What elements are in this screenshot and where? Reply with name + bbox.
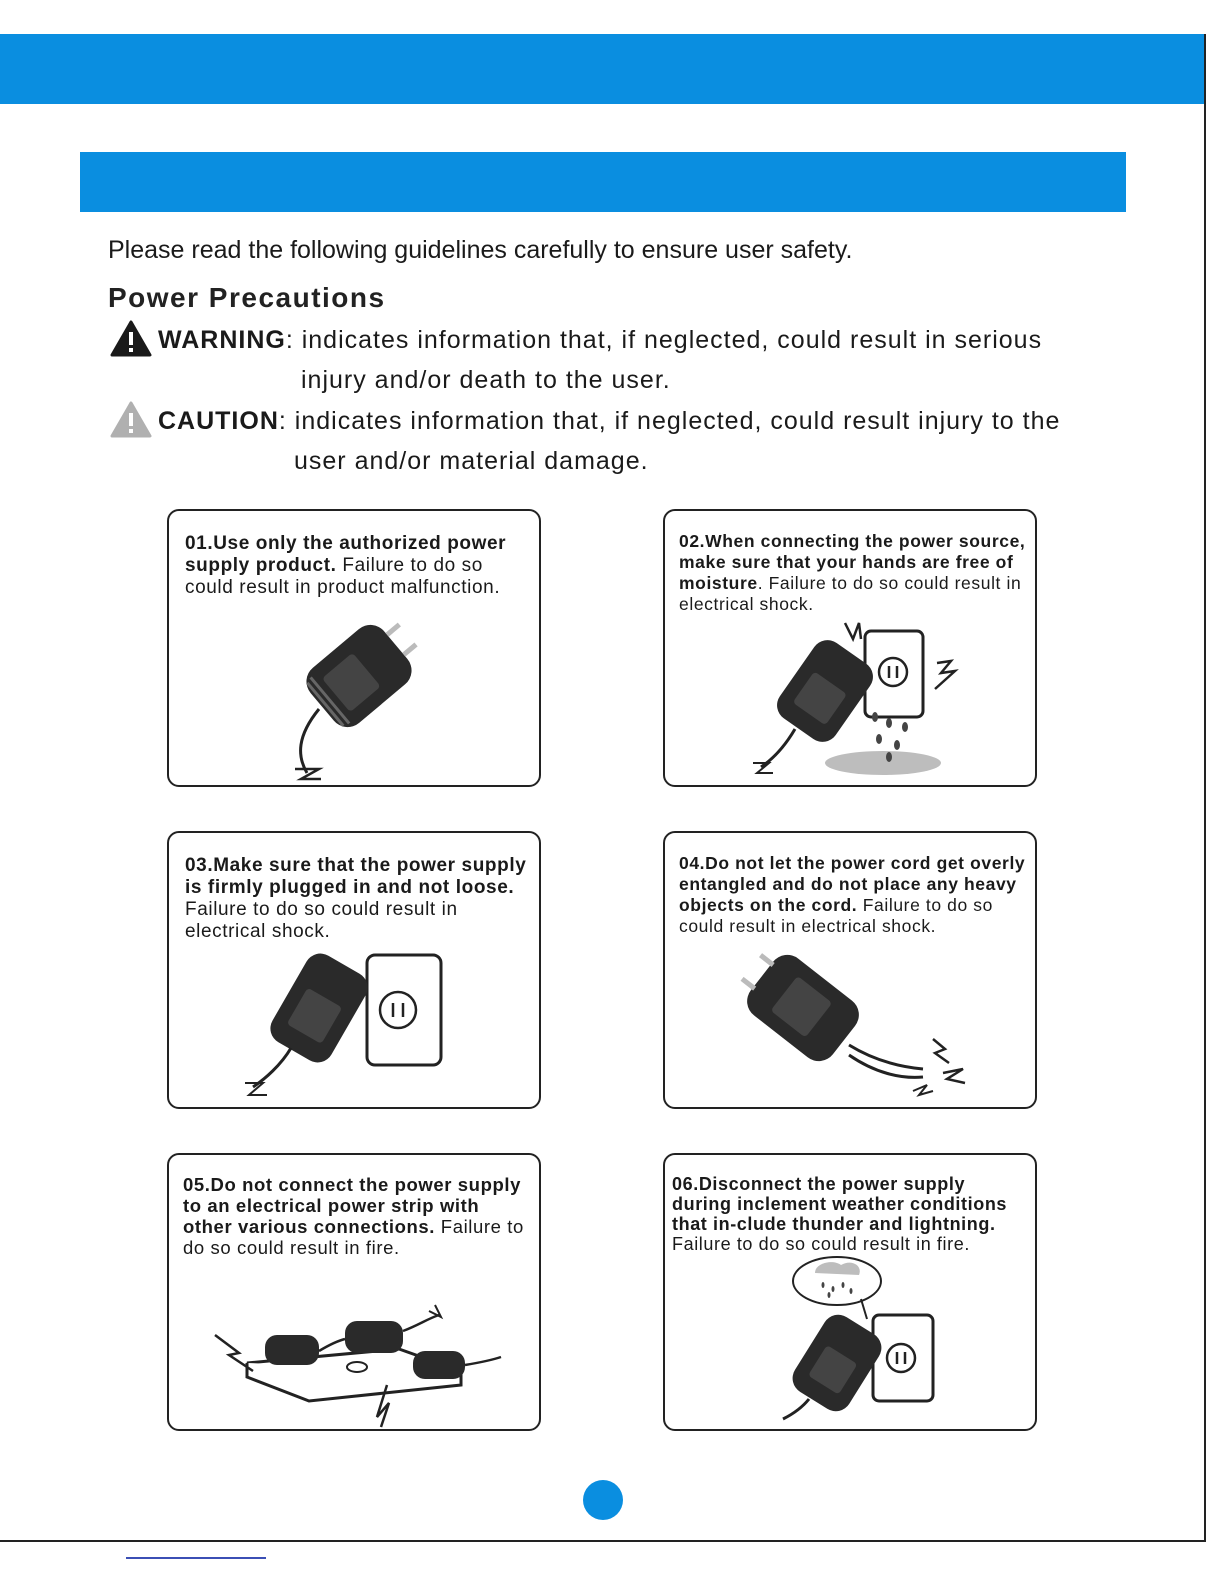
caution-text-continued: user and/or material damage. xyxy=(294,447,649,475)
footer-line xyxy=(126,1557,266,1559)
section-header-band xyxy=(80,152,1126,212)
card-05-text: Failure to do so could result in fire. xyxy=(183,1216,524,1258)
precaution-card-01 xyxy=(167,509,541,787)
warning-triangle-icon xyxy=(110,320,152,358)
warning-label: WARNING xyxy=(158,326,286,354)
precaution-card-03 xyxy=(167,831,541,1109)
caution-triangle-icon xyxy=(110,401,152,439)
card-01-bold-text: 01.Use only the authorized power supply product. xyxy=(185,533,507,576)
intro-text: Please read the following guidelines carefully to ensure user safety. xyxy=(108,236,853,264)
card-02-text: . Failure to do so could result in electrical shock. xyxy=(679,573,1022,614)
card-02-bold-text: 02.When connecting the power source, make sure that your hands are free of moisture xyxy=(679,531,1026,593)
card-06-bold-text: 06.Disconnect the power supply during inclement weather conditions that in-clude thunder and lightning. xyxy=(672,1174,1008,1234)
caution-text: : indicates information that, if neglected, could result injury to the xyxy=(278,407,1061,435)
page-indicator-dot xyxy=(583,1480,623,1520)
precaution-card-02 xyxy=(663,509,1037,787)
card-04-bold-text: 04.Do not let the power cord get overly entangled and do not place any heavy objects on the cord. xyxy=(679,853,1026,915)
card-03-text: Failure to do so could result in electrical shock. xyxy=(185,899,458,942)
card-03-bold-text: 03.Make sure that the power supply is firmly plugged in and not loose. xyxy=(185,855,527,898)
warning-text: : indicates information that, if neglected, could result in serious xyxy=(285,326,1043,354)
card-06-text: Failure to do so could result in fire. xyxy=(672,1234,970,1254)
precaution-card-05 xyxy=(167,1153,541,1431)
caution-label: CAUTION xyxy=(158,407,279,435)
warning-text-continued: injury and/or death to the user. xyxy=(301,366,671,394)
card-01-text: Failure to do so could result in product malfunction. xyxy=(185,555,501,598)
precaution-card-04 xyxy=(663,831,1037,1109)
card-05-bold-text: 05.Do not connect the power supply to an electrical power strip with other various connections. xyxy=(183,1174,522,1237)
precaution-card-06 xyxy=(663,1153,1037,1431)
card-04-text: Failure to do so could result in electrical shock. xyxy=(679,895,993,936)
section-title: Power Precautions xyxy=(108,282,386,313)
